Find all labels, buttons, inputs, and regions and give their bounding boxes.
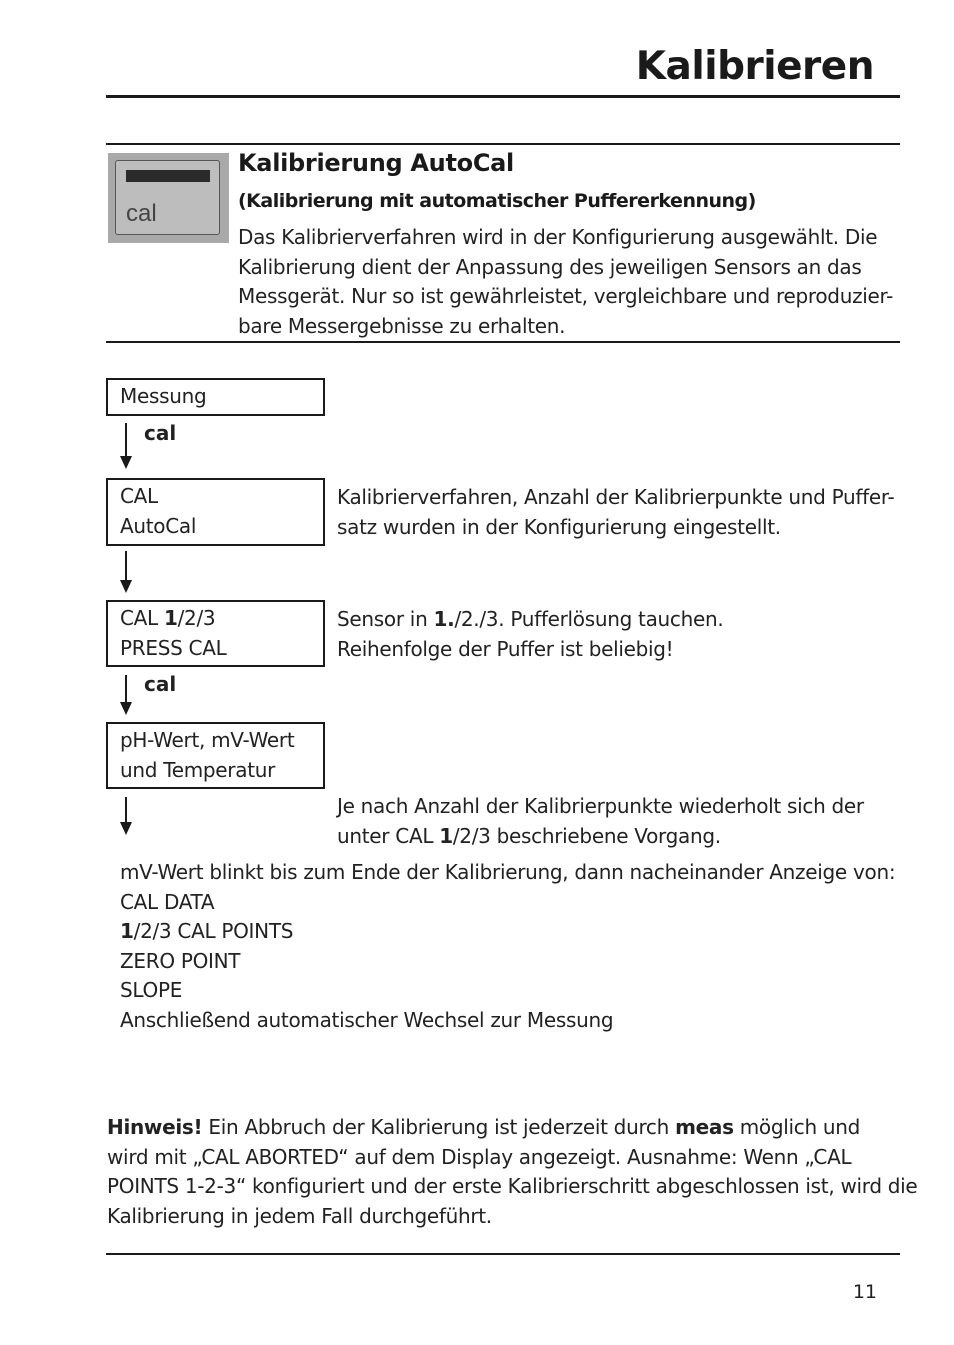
key-display-bar — [126, 170, 210, 182]
desc-press — [337, 605, 723, 664]
note-block — [107, 1113, 917, 1231]
note-line: Kalibrierung in jedem Fall durchgeführt. — [107, 1203, 492, 1228]
desc-cal — [337, 483, 894, 542]
display-box-press-cal — [106, 600, 325, 667]
display-text: CAL 1/2/3 — [120, 606, 216, 630]
intro-line: Messgerät. Nur so ist gewährleistet, vergleichbare und reproduzier- — [238, 284, 894, 308]
page-number: 11 — [852, 1281, 877, 1303]
result-block — [120, 858, 895, 1035]
display-text: pH-Wert, mV-Wert — [120, 728, 295, 752]
intro-bottom-rule — [106, 341, 900, 343]
intro-paragraph — [238, 223, 893, 341]
intro-heading: Kalibrierung AutoCal — [238, 149, 514, 177]
key-label: cal — [126, 200, 157, 227]
cal-key-icon — [108, 153, 229, 243]
page-title: Kalibrieren — [635, 44, 874, 89]
display-text: AutoCal — [120, 513, 197, 538]
note-label: Hinweis! — [107, 1115, 203, 1139]
header-rule — [106, 95, 900, 98]
display-box-cal — [106, 478, 325, 546]
desc-line: Reihenfolge der Puffer ist beliebig! — [337, 636, 674, 661]
down-arrow-icon — [119, 551, 133, 594]
desc-line: Kalibrierverfahren, Anzahl der Kalibrierpunkte und Puffer- — [337, 485, 895, 509]
result-line: CAL DATA — [120, 889, 215, 914]
result-line: Anschließend automatischer Wechsel zur Messung — [120, 1007, 614, 1032]
intro-line: Kalibrierung dient der Anpassung des jeweiligen Sensors an das — [238, 254, 862, 279]
desc-line: Sensor in 1./2./3. Pufferlösung tauchen. — [337, 607, 724, 631]
footer-rule — [106, 1253, 900, 1255]
cal-key-step: cal — [144, 421, 177, 445]
result-line: mV-Wert blinkt bis zum Ende der Kalibrierung, dann nacheinander Anzeige von: — [120, 860, 896, 884]
desc-line: satz wurden in der Konfigurierung eingestellt. — [337, 514, 781, 539]
display-text: CAL — [120, 484, 158, 508]
note-line: wird mit „CAL ABORTED“ auf dem Display angezeigt. Ausnahme: Wenn „CAL — [107, 1144, 852, 1169]
intro-top-rule — [106, 143, 900, 145]
result-line: SLOPE — [120, 978, 183, 1002]
display-text: und Temperatur — [120, 757, 276, 782]
cal-key-step: cal — [144, 672, 177, 696]
note-line: POINTS 1-2-3“ konfiguriert und der erste Kalibrierschritt abgeschlossen ist, wird die — [107, 1174, 918, 1198]
meas-key: meas — [675, 1115, 734, 1139]
desc-line: Je nach Anzahl der Kalibrierpunkte wiederholt sich der — [337, 794, 864, 818]
result-line: ZERO POINT — [120, 948, 241, 973]
down-arrow-icon — [119, 423, 133, 470]
display-text: PRESS CAL — [120, 635, 227, 660]
desc-line: unter CAL 1/2/3 beschriebene Vorgang. — [337, 823, 721, 848]
result-line: 1/2/3 CAL POINTS — [120, 919, 294, 943]
note-line: Hinweis! Ein Abbruch der Kalibrierung ist jederzeit durch meas möglich und — [107, 1115, 861, 1139]
down-arrow-icon — [119, 675, 133, 716]
intro-subheading: (Kalibrierung mit automatischer Puffererkennung) — [238, 190, 756, 212]
display-box-values — [106, 722, 325, 789]
down-arrow-icon — [119, 797, 133, 836]
intro-line: bare Messergebnisse zu erhalten. — [238, 313, 566, 338]
display-text: Messung — [120, 384, 207, 408]
intro-line: Das Kalibrierverfahren wird in der Konfigurierung ausgewählt. Die — [238, 225, 878, 249]
display-box-measure — [106, 378, 325, 416]
desc-repeat — [337, 792, 864, 851]
